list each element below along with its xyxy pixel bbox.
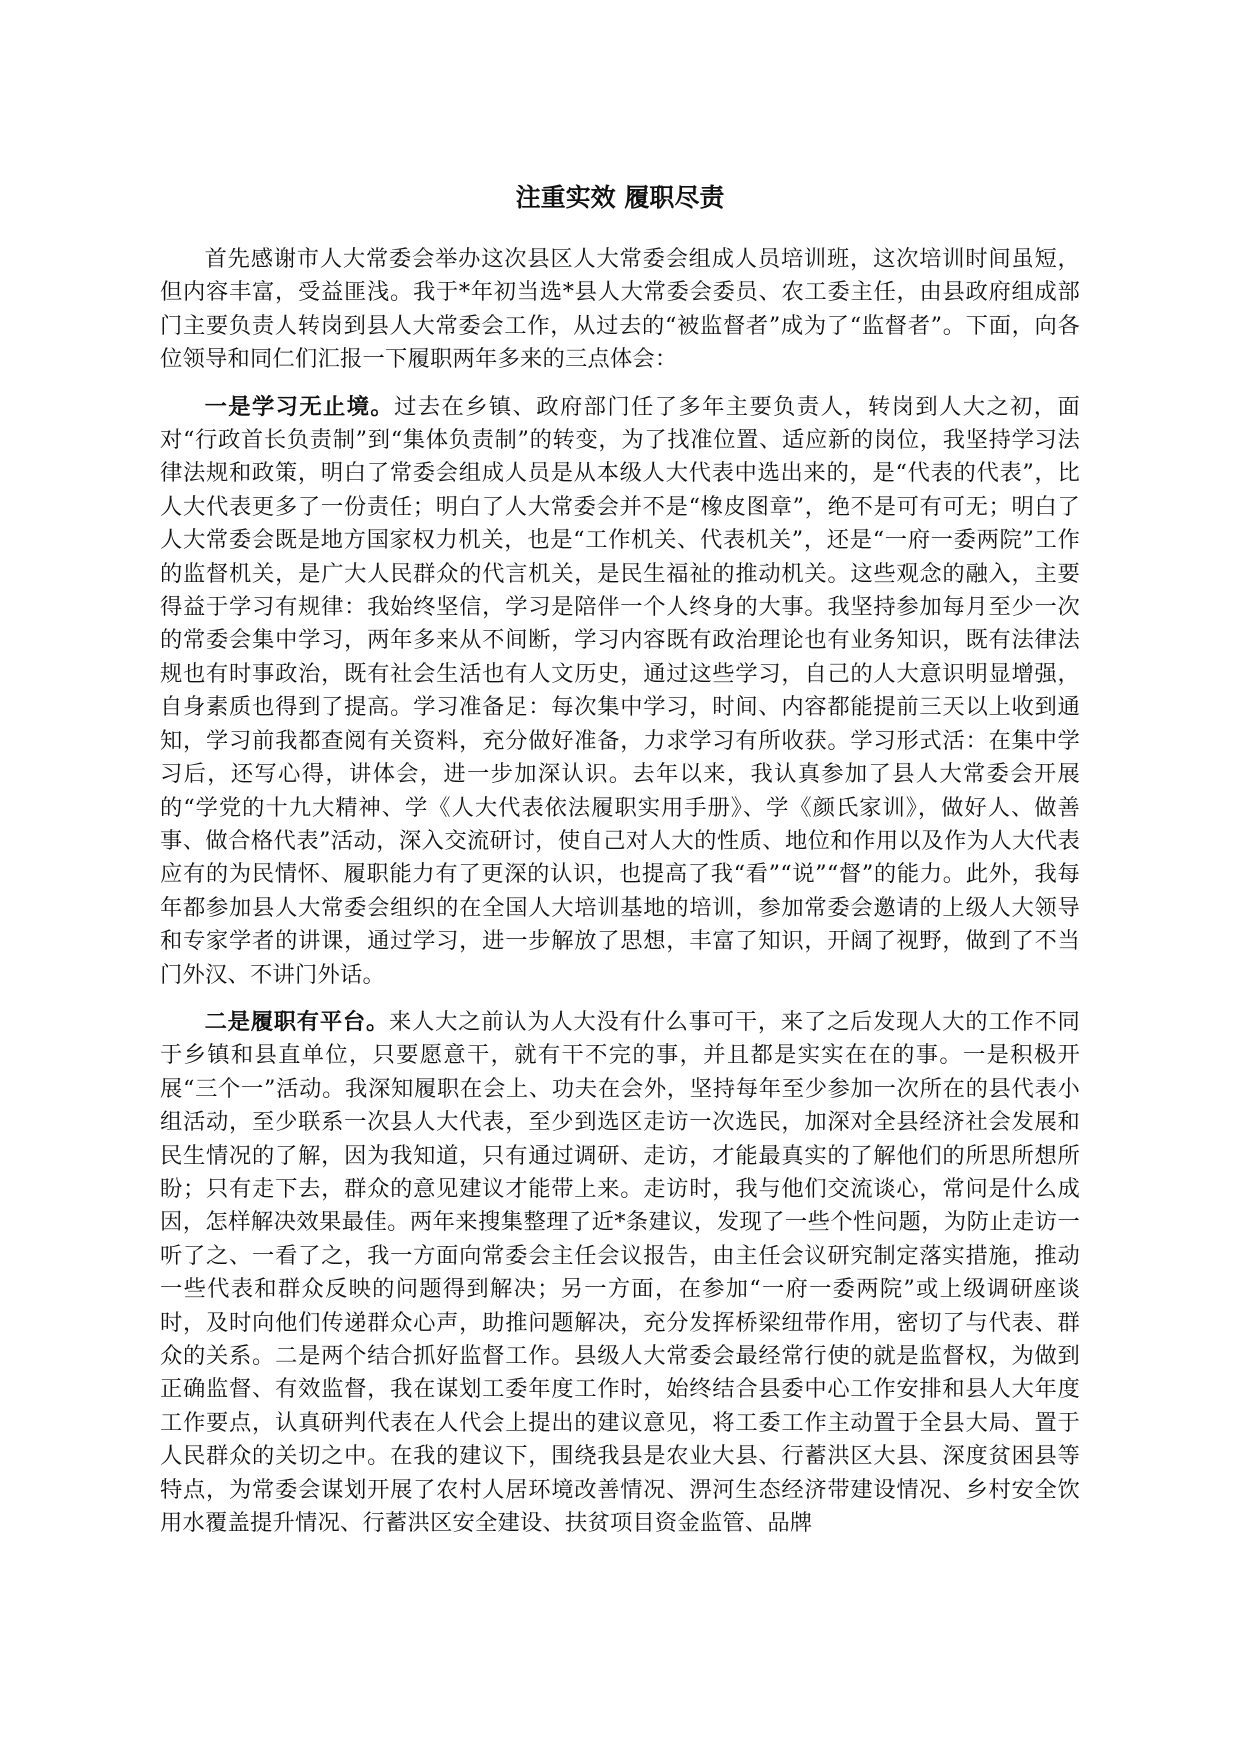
paragraph-learning <box>160 391 1080 992</box>
paragraph-text: 来人大之前认为人大没有什么事可干，来了之后发现人大的工作不同于乡镇和县直单位，只要愿意干，就有干不完的事，并且都是实实在在的事。一是积极开展“三个一”活动。我深知履职在会上、功夫在会外，坚持每年至少参加一次所在的县代表小组活动，至少联系一次县人大代表，至少到选区走访一次选民，加深对全县经济社会发展和民生情况的了解，因为我知道，只有通过调研、走访，才能最真实的了解他们的所思所想所盼；只有走下去，群众的意见建议才能带上来。走访时，我与他们交流谈心，常问是什么成因，怎样解决效果最佳。两年来搜集整理了近*条建议，发现了一些个性问题，为防止走访一听了之、一看了之，我一方面向常委会主任会议报告，由主任会议研究制定落实措施，推动一些代表和群众反映的问题得到解决；另一方面，在参加“一府一委两院”或上级调研座谈时，及时向他们传递群众心声，助推问题解决，充分发挥桥梁纽带作用，密切了与代表、群众的关系。二是两个结合抓好监督工作。县级人大常委会最经常行使的就是监督权，为做到正确监督、有效监督，我在谋划工委年度工作时，始终结合县委中心工作安排和县人大年度工作要点，认真研判代表在人代会上提出的建议意见，将工委工作主动置于全县大局、置于人民群众的关切之中。在我的建议下，围绕我县是农业大县、行蓄洪区大县、深度贫困县等特点，为常委会谋划开展了农村人居环境改善情况、淠河生态经济带建设情况、乡村安全饮用水覆盖提升情况、行蓄洪区安全建设、扶贫项目资金监管、品牌 <box>160 1008 1080 1537</box>
document-title: 注重实效 履职尽责 <box>515 183 725 212</box>
paragraph-lead: 一是学习无止境。 <box>204 393 395 420</box>
paragraph-text: 首先感谢市人大常委会举办这次县区人大常委会组成人员培训班，这次培训时间虽短，但内容丰富，受益匪浅。我于*年初当选*县人大常委会委员、农工委主任，由县政府组成部门主要负责人转岗到县人大常委会工作，从过去的“被监督者”成为了“监督者”。下面，向各位领导和同仁们汇报一下履职两年多来的三点体会： <box>160 246 1080 373</box>
paragraph-text: 过去在乡镇、政府部门任了多年主要负责人，转岗到人大之初，面对“行政首长负责制”到“集体负责制”的转变，为了找准位置、适应新的岗位，我坚持学习法律法规和政策，明白了常委会组成人员是从本级人大代表中选出来的，是“代表的代表”，比人大代表更多了一份责任；明白了人大常委会并不是“橡皮图章”，绝不是可有可无；明白了人大常委会既是地方国家权力机关，也是“工作机关、代表机关”，还是“一府一委两院”工作的监督机关，是广大人民群众的代言机关，是民生福祉的推动机关。这些观念的融入，主要得益于学习有规律：我始终坚信，学习是陪伴一个人终身的大事。我坚持参加每月至少一次的常委会集中学习，两年多来从不间断，学习内容既有政治理论也有业务知识，既有法律法规也有时事政治，既有社会生活也有人文历史，通过这些学习，自己的人大意识明显增强，自身素质也得到了提高。学习准备足：每次集中学习，时间、内容都能提前三天以上收到通知，学习前我都查阅有关资料，充分做好准备，力求学习有所收获。学习形式活：在集中学习后，还写心得，讲体会，进一步加深认识。去年以来，我认真参加了县人大常委会开展的“学党的十九大精神、学《人大代表依法履职实用手册》、学《颜氏家训》，做好人、做善事、做合格代表”活动，深入交流研讨，使自己对人大的性质、地位和作用以及作为人大代表应有的为民情怀、履职能力有了更深的认识，也提高了我“看”“说”“督”的能力。此外，我每年都参加县人大常委会组织的在全国人大培训基地的培训，参加常委会邀请的上级人大领导和专家学者的讲课，通过学习，进一步解放了思想，丰富了知识，开阔了视野，做到了不当门外汉、不讲门外话。 <box>160 393 1080 988</box>
paragraph-lead: 二是履职有平台。 <box>204 1008 390 1035</box>
document-body <box>160 243 1080 1554</box>
paragraph-platform <box>160 1006 1080 1541</box>
paragraph-intro <box>160 243 1080 377</box>
